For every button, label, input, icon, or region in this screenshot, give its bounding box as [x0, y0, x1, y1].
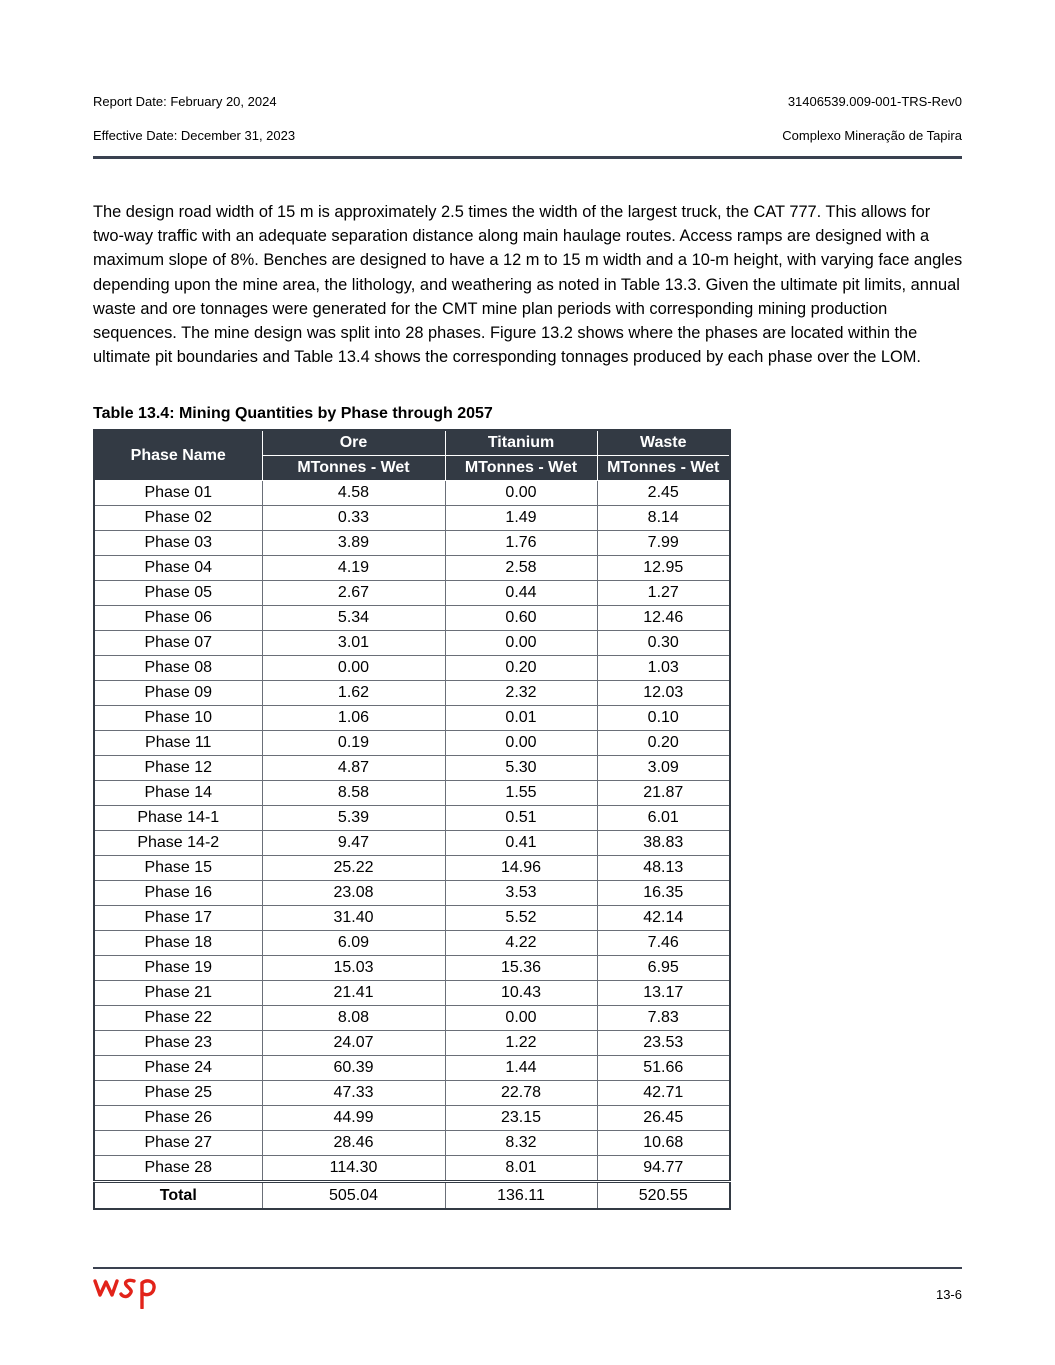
waste-cell: 12.46	[597, 606, 730, 631]
waste-cell: 3.09	[597, 756, 730, 781]
table-row	[94, 981, 730, 1006]
table-row	[94, 606, 730, 631]
table-row	[94, 681, 730, 706]
titanium-cell: 3.53	[445, 881, 597, 906]
titanium-cell: 5.52	[445, 906, 597, 931]
phase-name-cell: Phase 16	[94, 881, 262, 906]
phase-name-cell: Phase 18	[94, 931, 262, 956]
page-number: 13-6	[935, 1287, 962, 1302]
table-row	[94, 1156, 730, 1182]
ore-cell: 47.33	[262, 1081, 445, 1106]
ore-cell: 3.01	[262, 631, 445, 656]
table-row	[94, 1081, 730, 1106]
table-row	[94, 481, 730, 506]
phase-name-cell: Phase 02	[94, 506, 262, 531]
wsp-logo	[93, 1275, 157, 1309]
table-row	[94, 631, 730, 656]
titanium-cell: 1.76	[445, 531, 597, 556]
table-row	[94, 756, 730, 781]
col-header-waste: Waste	[597, 430, 730, 456]
waste-cell: 94.77	[597, 1156, 730, 1182]
waste-cell: 1.03	[597, 656, 730, 681]
phase-name-cell: Phase 22	[94, 1006, 262, 1031]
document-id: 31406539.009-001-TRS-Rev0	[787, 94, 962, 109]
waste-cell: 26.45	[597, 1106, 730, 1131]
waste-cell: 23.53	[597, 1031, 730, 1056]
header-divider	[93, 156, 962, 159]
phase-name-cell: Phase 04	[94, 556, 262, 581]
table-row	[94, 531, 730, 556]
waste-cell: 42.71	[597, 1081, 730, 1106]
titanium-cell: 1.44	[445, 1056, 597, 1081]
table-row	[94, 931, 730, 956]
total-waste: 520.55	[597, 1182, 730, 1210]
titanium-cell: 5.30	[445, 756, 597, 781]
total-row	[94, 1182, 730, 1210]
phase-name-cell: Phase 01	[94, 481, 262, 506]
table-row	[94, 1006, 730, 1031]
waste-cell: 6.95	[597, 956, 730, 981]
phase-name-cell: Phase 08	[94, 656, 262, 681]
phase-name-cell: Phase 25	[94, 1081, 262, 1106]
titanium-cell: 0.44	[445, 581, 597, 606]
ore-cell: 15.03	[262, 956, 445, 981]
waste-cell: 7.83	[597, 1006, 730, 1031]
table-row	[94, 656, 730, 681]
table-row	[94, 831, 730, 856]
phase-name-cell: Phase 28	[94, 1156, 262, 1182]
ore-cell: 114.30	[262, 1156, 445, 1182]
titanium-cell: 0.00	[445, 1006, 597, 1031]
ore-cell: 8.58	[262, 781, 445, 806]
table-row	[94, 856, 730, 881]
effective-date: Effective Date: December 31, 2023	[93, 128, 296, 143]
phase-name-cell: Phase 11	[94, 731, 262, 756]
titanium-cell: 1.55	[445, 781, 597, 806]
table-row	[94, 956, 730, 981]
titanium-cell: 4.22	[445, 931, 597, 956]
col-header-ore: Ore	[262, 430, 445, 456]
table-caption: Table 13.4: Mining Quantities by Phase through 2057	[93, 405, 493, 422]
ore-cell: 4.19	[262, 556, 445, 581]
table-row	[94, 581, 730, 606]
titanium-cell: 0.00	[445, 631, 597, 656]
footer-divider	[93, 1267, 962, 1269]
waste-cell: 7.99	[597, 531, 730, 556]
table-row	[94, 506, 730, 531]
phase-name-cell: Phase 23	[94, 1031, 262, 1056]
table-row	[94, 906, 730, 931]
ore-cell: 4.87	[262, 756, 445, 781]
ore-cell: 6.09	[262, 931, 445, 956]
ore-cell: 1.06	[262, 706, 445, 731]
table-row	[94, 731, 730, 756]
phase-name-cell: Phase 27	[94, 1131, 262, 1156]
phase-name-cell: Phase 24	[94, 1056, 262, 1081]
total-ore: 505.04	[262, 1182, 445, 1210]
titanium-cell: 1.49	[445, 506, 597, 531]
phase-name-cell: Phase 15	[94, 856, 262, 881]
ore-cell: 4.58	[262, 481, 445, 506]
table-row	[94, 556, 730, 581]
ore-cell: 0.33	[262, 506, 445, 531]
table-row	[94, 1131, 730, 1156]
ore-cell: 0.00	[262, 656, 445, 681]
waste-cell: 48.13	[597, 856, 730, 881]
unit-header-ore: MTonnes - Wet	[262, 456, 445, 481]
phase-name-cell: Phase 14-1	[94, 806, 262, 831]
phase-name-cell: Phase 10	[94, 706, 262, 731]
ore-cell: 25.22	[262, 856, 445, 881]
table-row	[94, 706, 730, 731]
waste-cell: 38.83	[597, 831, 730, 856]
col-header-phase-name: Phase Name	[94, 430, 262, 481]
waste-cell: 12.95	[597, 556, 730, 581]
titanium-cell: 2.32	[445, 681, 597, 706]
ore-cell: 5.34	[262, 606, 445, 631]
titanium-cell: 0.51	[445, 806, 597, 831]
ore-cell: 8.08	[262, 1006, 445, 1031]
titanium-cell: 10.43	[445, 981, 597, 1006]
ore-cell: 5.39	[262, 806, 445, 831]
ore-cell: 28.46	[262, 1131, 445, 1156]
phase-name-cell: Phase 07	[94, 631, 262, 656]
report-date: Report Date: February 20, 2024	[93, 94, 277, 109]
table-row	[94, 1106, 730, 1131]
titanium-cell: 22.78	[445, 1081, 597, 1106]
titanium-cell: 1.22	[445, 1031, 597, 1056]
waste-cell: 2.45	[597, 481, 730, 506]
total-titanium: 136.11	[445, 1182, 597, 1210]
table-row	[94, 781, 730, 806]
waste-cell: 1.27	[597, 581, 730, 606]
waste-cell: 0.30	[597, 631, 730, 656]
phase-name-cell: Phase 05	[94, 581, 262, 606]
phase-name-cell: Phase 09	[94, 681, 262, 706]
waste-cell: 8.14	[597, 506, 730, 531]
ore-cell: 21.41	[262, 981, 445, 1006]
phase-name-cell: Phase 19	[94, 956, 262, 981]
phase-name-cell: Phase 06	[94, 606, 262, 631]
phase-name-cell: Phase 17	[94, 906, 262, 931]
table-row	[94, 806, 730, 831]
table-row	[94, 881, 730, 906]
ore-cell: 60.39	[262, 1056, 445, 1081]
waste-cell: 0.10	[597, 706, 730, 731]
ore-cell: 2.67	[262, 581, 445, 606]
titanium-cell: 8.01	[445, 1156, 597, 1182]
total-label: Total	[94, 1182, 262, 1210]
ore-cell: 1.62	[262, 681, 445, 706]
titanium-cell: 15.36	[445, 956, 597, 981]
table-row	[94, 1056, 730, 1081]
unit-header-waste: MTonnes - Wet	[597, 456, 730, 481]
waste-cell: 12.03	[597, 681, 730, 706]
project-name: Complexo Mineração de Tapira	[782, 128, 962, 143]
ore-cell: 31.40	[262, 906, 445, 931]
titanium-cell: 0.60	[445, 606, 597, 631]
waste-cell: 13.17	[597, 981, 730, 1006]
ore-cell: 23.08	[262, 881, 445, 906]
table-header-row	[94, 430, 730, 456]
waste-cell: 7.46	[597, 931, 730, 956]
phase-name-cell: Phase 21	[94, 981, 262, 1006]
phase-name-cell: Phase 14-2	[94, 831, 262, 856]
ore-cell: 0.19	[262, 731, 445, 756]
waste-cell: 0.20	[597, 731, 730, 756]
ore-cell: 44.99	[262, 1106, 445, 1131]
phase-name-cell: Phase 03	[94, 531, 262, 556]
titanium-cell: 0.01	[445, 706, 597, 731]
titanium-cell: 8.32	[445, 1131, 597, 1156]
unit-header-titanium: MTonnes - Wet	[445, 456, 597, 481]
waste-cell: 16.35	[597, 881, 730, 906]
titanium-cell: 2.58	[445, 556, 597, 581]
titanium-cell: 0.00	[445, 481, 597, 506]
waste-cell: 6.01	[597, 806, 730, 831]
phase-name-cell: Phase 12	[94, 756, 262, 781]
titanium-cell: 23.15	[445, 1106, 597, 1131]
phase-name-cell: Phase 14	[94, 781, 262, 806]
phase-name-cell: Phase 26	[94, 1106, 262, 1131]
ore-cell: 9.47	[262, 831, 445, 856]
mining-quantities-table	[93, 429, 731, 1210]
titanium-cell: 0.20	[445, 656, 597, 681]
titanium-cell: 14.96	[445, 856, 597, 881]
ore-cell: 24.07	[262, 1031, 445, 1056]
waste-cell: 21.87	[597, 781, 730, 806]
titanium-cell: 0.41	[445, 831, 597, 856]
waste-cell: 10.68	[597, 1131, 730, 1156]
table-row	[94, 1031, 730, 1056]
body-paragraph: The design road width of 15 m is approximately 2.5 times the width of the largest truck, the CAT 777. This allows for two-way traffic with an adequate separation distance along main haulage routes. Access ramps are designed with a maximum slope of 8%. Benches are designed to have a 12 m to 15 m width and a 10-m height, with varying face angles depending upon the mine area, the lithology, and weathering as noted in Table 13.3. Given the ultimate pit limits, annual waste and ore tonnages were generated for the CMT mine plan periods with corresponding mining production sequences. The mine design was split into 28 phases. Figure 13.2 shows where the phases are located within the ultimate pit boundaries and Table 13.4 shows the corresponding tonnages produced by each phase over the LOM.	[93, 203, 963, 367]
col-header-titanium: Titanium	[445, 430, 597, 456]
ore-cell: 3.89	[262, 531, 445, 556]
waste-cell: 42.14	[597, 906, 730, 931]
waste-cell: 51.66	[597, 1056, 730, 1081]
titanium-cell: 0.00	[445, 731, 597, 756]
